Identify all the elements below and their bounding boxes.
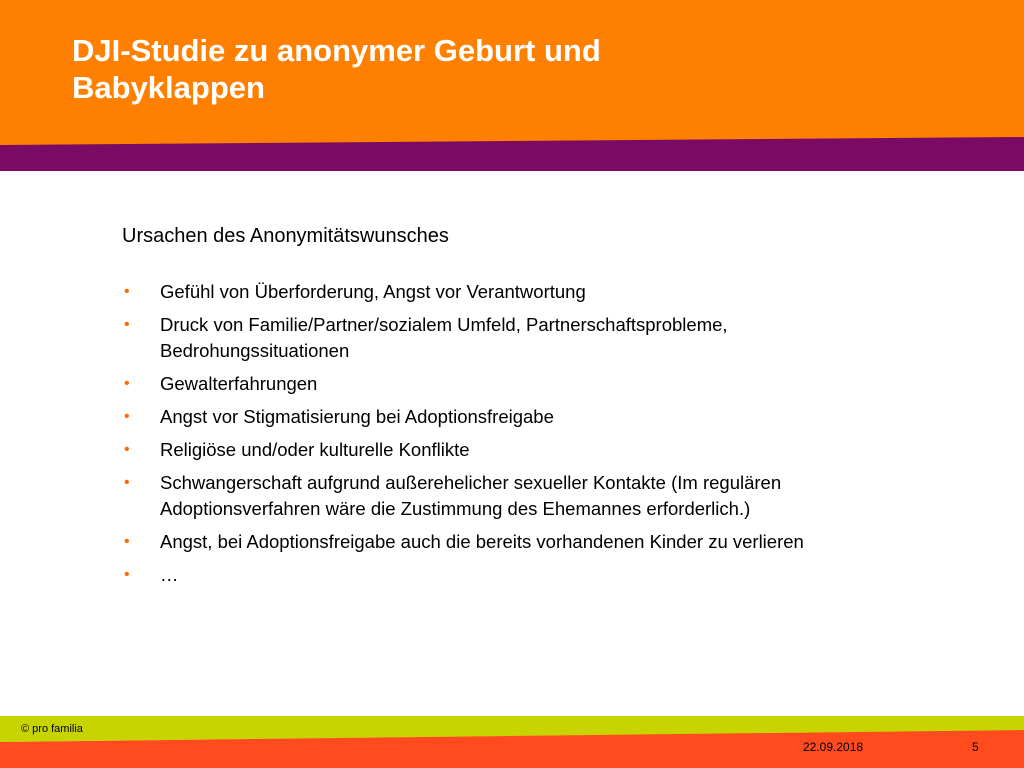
- bullet-item: [122, 371, 892, 397]
- bullet-item: [122, 529, 892, 555]
- footer-date: 22.09.2018: [803, 740, 864, 754]
- page-number: 5: [972, 740, 979, 754]
- bullet-item: [122, 312, 892, 364]
- bullet-marker: •: [124, 375, 130, 392]
- bullet-item: [122, 437, 892, 463]
- bullet-item: [122, 279, 892, 305]
- slide-content: [122, 222, 892, 595]
- bullet-text: Schwangerschaft aufgrund außerehelicher sexueller Kontakte (Im regulären Adoptionsverfahren wäre die Zustimmung des Ehemannes erforderlich.): [160, 472, 782, 519]
- bullet-marker: •: [124, 283, 130, 300]
- footer-copyright: © pro familia: [21, 723, 83, 735]
- bullet-item: [122, 404, 892, 430]
- bullet-marker: •: [124, 408, 130, 425]
- bullet-marker: •: [124, 533, 130, 550]
- bullet-list: [122, 279, 892, 588]
- bullet-item: [122, 562, 892, 588]
- bullet-marker: •: [124, 474, 130, 491]
- bullet-text: Angst, bei Adoptionsfreigabe auch die bereits vorhandenen Kinder zu verlieren: [160, 531, 804, 552]
- title-line-2: Babyklappen: [72, 70, 265, 105]
- bullet-text: Religiöse und/oder kulturelle Konflikte: [160, 439, 470, 460]
- title-line-1: DJI-Studie zu anonymer Geburt und: [72, 33, 601, 68]
- bullet-text: Druck von Familie/Partner/sozialem Umfeld, Partnerschaftsprobleme, Bedrohungssituationen: [160, 314, 728, 361]
- bullet-text: Gewalterfahrungen: [160, 373, 318, 394]
- slide-title: [72, 32, 601, 106]
- bullet-text: …: [160, 564, 179, 585]
- bullet-marker: •: [124, 316, 130, 333]
- bullet-text: Angst vor Stigmatisierung bei Adoptionsfreigabe: [160, 406, 554, 427]
- bullet-marker: •: [124, 566, 130, 583]
- bullet-text: Gefühl von Überforderung, Angst vor Verantwortung: [160, 281, 586, 302]
- bullet-marker: •: [124, 441, 130, 458]
- bullet-item: [122, 470, 892, 522]
- slide-subtitle: Ursachen des Anonymitätswunsches: [122, 225, 449, 247]
